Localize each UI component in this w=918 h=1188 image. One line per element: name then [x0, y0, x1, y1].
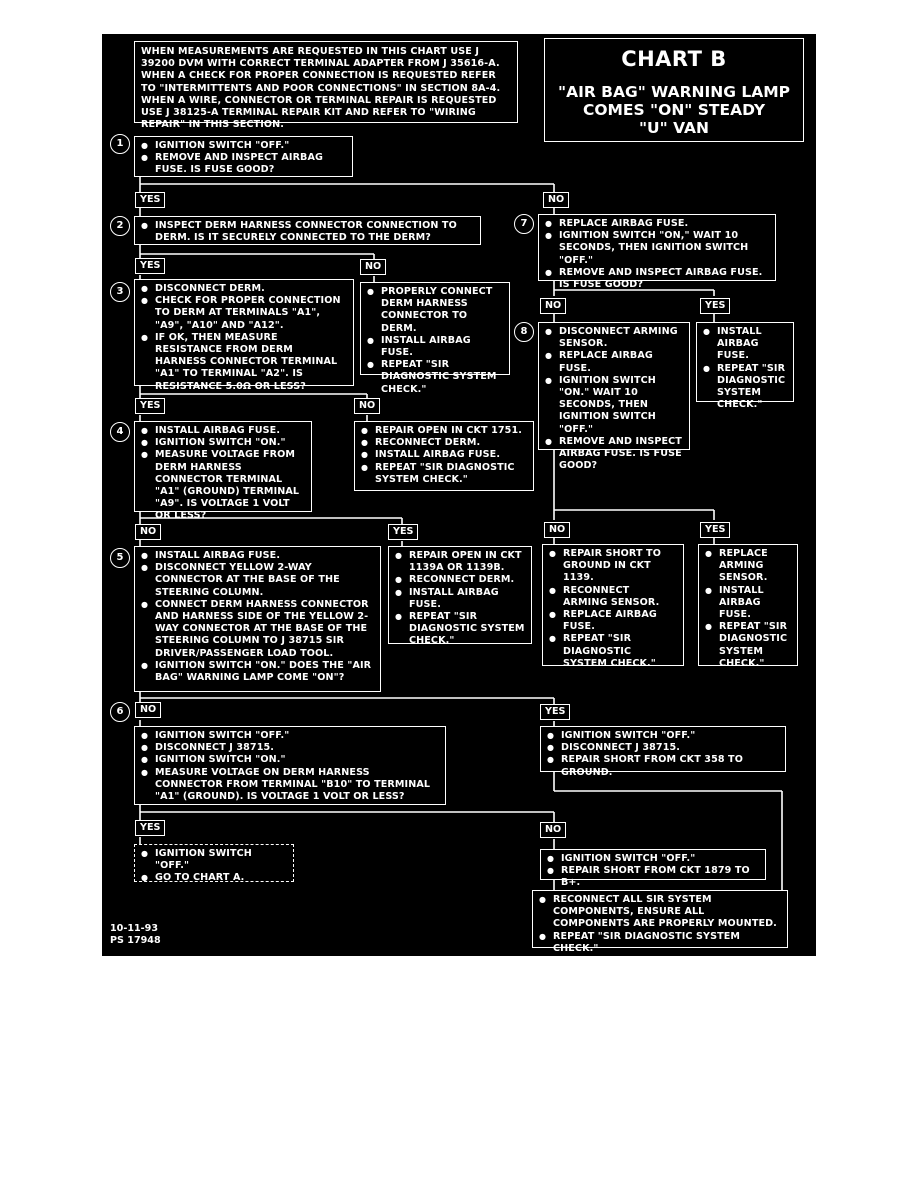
- footer-ps-number: PS 17948: [110, 935, 161, 946]
- step-6-item: ● IGNITION SWITCH "ON.": [141, 754, 439, 766]
- step-4-list: [141, 425, 305, 523]
- step-5-yes-item: ● IGNITION SWITCH "OFF.": [547, 730, 779, 742]
- step-8-no-item: ● REPAIR SHORT TO GROUND IN CKT 1139.: [549, 548, 677, 585]
- step-7-yes-action: [696, 322, 794, 411]
- step-7-no-label: NO: [540, 298, 566, 314]
- step-6-yes-item: ● IGNITION SWITCH "OFF.": [141, 848, 287, 872]
- step-5-item: ● CONNECT DERM HARNESS CONNECTOR AND HARNESS SIDE OF THE YELLOW 2-WAY CONNECTOR AT THE BASE OF THE STEERING COLUMN TO J 38715 SIR DRIVER/PASSENGER LOAD TOOL.: [141, 599, 374, 660]
- step-2-no-item: ● PROPERLY CONNECT DERM HARNESS CONNECTOR TO DERM.: [367, 286, 503, 335]
- step-number-2: 2: [110, 216, 130, 236]
- step-5-yes-label: YES: [540, 704, 570, 720]
- step-4-item: ● MEASURE VOLTAGE FROM DERM HARNESS CONNECTOR TERMINAL "A1" (GROUND) TERMINAL "A9". IS VOLTAGE 1 VOLT OR LESS?: [141, 449, 305, 522]
- step-3-yes-label: YES: [135, 398, 165, 414]
- step-2-list: [141, 220, 474, 244]
- step-2-no-item: ● INSTALL AIRBAG FUSE.: [367, 335, 503, 359]
- step-1-yes-label: YES: [135, 192, 165, 208]
- step-6-no-item: ● IGNITION SWITCH "OFF.": [547, 853, 759, 865]
- step-7-item: ● IGNITION SWITCH "ON," WAIT 10 SECONDS, THEN IGNITION SWITCH "OFF.": [545, 230, 769, 267]
- diagnostic-chart: [102, 34, 816, 956]
- step-3-no-item: ● REPEAT "SIR DIAGNOSTIC SYSTEM CHECK.": [361, 462, 527, 486]
- step-1-item: ● REMOVE AND INSPECT AIRBAG FUSE. IS FUSE GOOD?: [141, 152, 346, 176]
- step-5-box: [134, 546, 381, 692]
- step-4-yes-list: [395, 550, 525, 648]
- step-6-list: [141, 730, 439, 803]
- step-6-item: ● IGNITION SWITCH "OFF.": [141, 730, 439, 742]
- step-6-box: [134, 726, 446, 805]
- step-5-list: [141, 550, 374, 684]
- step-4-yes-action: [388, 546, 532, 647]
- step-2-yes-label: YES: [135, 258, 165, 274]
- step-6-no-label: NO: [540, 822, 566, 838]
- final-list: [539, 894, 781, 955]
- step-3-list: [141, 283, 347, 393]
- step-7-item: ● REPLACE AIRBAG FUSE.: [545, 218, 769, 230]
- step-7-yes-item: ● REPEAT "SIR DIAGNOSTIC SYSTEM CHECK.": [703, 363, 787, 412]
- step-3-no-action: [354, 421, 534, 491]
- step-6-no-action: [540, 849, 766, 889]
- step-3-item: ● DISCONNECT DERM.: [141, 283, 347, 295]
- step-number-4: 4: [110, 422, 130, 442]
- step-4-yes-item: ● REPAIR OPEN IN CKT 1139A OR 1139B.: [395, 550, 525, 574]
- step-8-no-action: [542, 544, 684, 669]
- step-6-no-item: ● REPAIR SHORT FROM CKT 1879 TO B+.: [547, 865, 759, 889]
- step-2-no-action: [360, 282, 510, 395]
- step-3-item: ● IF OK, THEN MEASURE RESISTANCE FROM DERM HARNESS CONNECTOR TERMINAL "A1" TO TERMINAL "A2". IS RESISTANCE 5.0Ω OR LESS?: [141, 332, 347, 393]
- step-5-item: ● IGNITION SWITCH "ON." DOES THE "AIR BAG" WARNING LAMP COME "ON"?: [141, 660, 374, 684]
- final-item: ● REPEAT "SIR DIAGNOSTIC SYSTEM CHECK.": [539, 931, 781, 955]
- step-7-box: [538, 214, 776, 291]
- chart-subtitle-1: "AIR BAG" WARNING LAMP: [558, 83, 790, 101]
- step-8-yes-list: [705, 548, 791, 670]
- step-5-no-label: NO: [135, 702, 161, 718]
- step-number-3: 3: [110, 282, 130, 302]
- step-6-item: ● DISCONNECT J 38715.: [141, 742, 439, 754]
- step-4-yes-label: YES: [388, 524, 418, 540]
- step-3-no-item: ● REPAIR OPEN IN CKT 1751.: [361, 425, 527, 437]
- step-8-no-item: ● RECONNECT ARMING SENSOR.: [549, 585, 677, 609]
- step-4-yes-item: ● INSTALL AIRBAG FUSE.: [395, 587, 525, 611]
- step-5-yes-list: [547, 730, 779, 779]
- step-6-no-list: [547, 853, 759, 890]
- step-8-no-item: ● REPEAT "SIR DIAGNOSTIC SYSTEM CHECK.": [549, 633, 677, 670]
- step-8-item: ● IGNITION SWITCH "ON." WAIT 10 SECONDS, THEN IGNITION SWITCH "OFF.": [545, 375, 683, 436]
- step-6-item: ● MEASURE VOLTAGE ON DERM HARNESS CONNECTOR FROM TERMINAL "B10" TO TERMINAL "A1" (GROUND). IS VOLTAGE 1 VOLT OR LESS?: [141, 767, 439, 804]
- step-7-list: [545, 218, 769, 291]
- step-5-yes-item: ● REPAIR SHORT FROM CKT 358 TO GROUND.: [547, 754, 779, 778]
- step-2-no-item: ● REPEAT "SIR DIAGNOSTIC SYSTEM CHECK.": [367, 359, 503, 396]
- step-4-no-label: NO: [135, 524, 161, 540]
- chart-subtitle-3: "U" VAN: [638, 119, 710, 137]
- step-8-yes-item: ● REPLACE ARMING SENSOR.: [705, 548, 791, 585]
- step-7-yes-list: [703, 326, 787, 411]
- step-1-no-label: NO: [543, 192, 569, 208]
- step-3-no-item: ● INSTALL AIRBAG FUSE.: [361, 449, 527, 461]
- step-4-yes-item: ● REPEAT "SIR DIAGNOSTIC SYSTEM CHECK.": [395, 611, 525, 648]
- chart-footer: [110, 923, 161, 947]
- step-8-no-list: [549, 548, 677, 670]
- step-1-item: ● IGNITION SWITCH "OFF.": [141, 140, 346, 152]
- step-5-item: ● INSTALL AIRBAG FUSE.: [141, 550, 374, 562]
- step-2-no-label: NO: [360, 259, 386, 275]
- step-8-yes-item: ● INSTALL AIRBAG FUSE.: [705, 585, 791, 622]
- final-item: ● RECONNECT ALL SIR SYSTEM COMPONENTS, ENSURE ALL COMPONENTS ARE PROPERLY MOUNTED.: [539, 894, 781, 931]
- instructions-note-text: WHEN MEASUREMENTS ARE REQUESTED IN THIS CHART USE J 39200 DVM WITH CORRECT TERMINAL ADAPTER FROM J 35616-A. WHEN A CHECK FOR PROPER CONNECTION IS REQUESTED REFER TO "INTERMITTENTS AND POOR CONNECTIONS" IN SECTION 8A-4. WHEN A WIRE, CONNECTOR OR TERMINAL REPAIR IS REQUESTED USE J 38125-A TERMINAL REPAIR KIT AND REFER TO "WIRING REPAIR" IN THIS SECTION.: [141, 46, 501, 131]
- step-2-box: [134, 216, 481, 245]
- step-4-item: ● INSTALL AIRBAG FUSE.: [141, 425, 305, 437]
- step-3-no-list: [361, 425, 527, 486]
- step-8-box: [538, 322, 690, 472]
- step-7-yes-label: YES: [700, 298, 730, 314]
- step-2-item: ● INSPECT DERM HARNESS CONNECTOR CONNECTION TO DERM. IS IT SECURELY CONNECTED TO THE DERM?: [141, 220, 474, 244]
- step-4-yes-item: ● RECONNECT DERM.: [395, 574, 525, 586]
- step-number-5: 5: [110, 548, 130, 568]
- chart-title-box: [544, 38, 804, 142]
- step-1-list: [141, 140, 346, 177]
- step-8-yes-action: [698, 544, 798, 669]
- step-8-yes-label: YES: [700, 522, 730, 538]
- step-5-yes-item: ● DISCONNECT J 38715.: [547, 742, 779, 754]
- step-6-yes-list: [141, 848, 287, 885]
- instructions-note: [134, 41, 518, 131]
- step-number-6: 6: [110, 702, 130, 722]
- step-7-item: ● REMOVE AND INSPECT AIRBAG FUSE. IS FUSE GOOD?: [545, 267, 769, 291]
- step-3-no-item: ● RECONNECT DERM.: [361, 437, 527, 449]
- step-3-box: [134, 279, 354, 392]
- step-5-yes-action: [540, 726, 786, 778]
- step-number-7: 7: [514, 214, 534, 234]
- step-8-no-item: ● REPLACE AIRBAG FUSE.: [549, 609, 677, 633]
- step-4-item: ● IGNITION SWITCH "ON.": [141, 437, 305, 449]
- step-8-yes-item: ● REPEAT "SIR DIAGNOSTIC SYSTEM CHECK.": [705, 621, 791, 670]
- step-5-item: ● DISCONNECT YELLOW 2-WAY CONNECTOR AT THE BASE OF THE STEERING COLUMN.: [141, 562, 374, 599]
- step-2-no-list: [367, 286, 503, 396]
- footer-date: 10-11-93: [110, 923, 159, 934]
- chart-title: CHART B: [621, 47, 727, 71]
- step-8-item: ● REMOVE AND INSPECT AIRBAG FUSE. IS FUSE GOOD?: [545, 436, 683, 473]
- step-8-item: ● DISCONNECT ARMING SENSOR.: [545, 326, 683, 350]
- step-8-item: ● REPLACE AIRBAG FUSE.: [545, 350, 683, 374]
- final-action: [532, 890, 788, 954]
- chart-subtitle-2: COMES "ON" STEADY: [582, 101, 766, 119]
- step-1-box: [134, 136, 353, 177]
- step-3-item: ● CHECK FOR PROPER CONNECTION TO DERM AT TERMINALS "A1", "A9", "A10" AND "A12".: [141, 295, 347, 332]
- step-number-8: 8: [514, 322, 534, 342]
- step-3-no-label: NO: [354, 398, 380, 414]
- step-6-yes-label: YES: [135, 820, 165, 836]
- step-4-box: [134, 421, 312, 522]
- step-8-no-label: NO: [544, 522, 570, 538]
- step-number-1: 1: [110, 134, 130, 154]
- step-6-yes-action: [134, 844, 294, 882]
- step-6-yes-item: ● GO TO CHART A.: [141, 872, 287, 884]
- step-8-list: [545, 326, 683, 472]
- step-7-yes-item: ● INSTALL AIRBAG FUSE.: [703, 326, 787, 363]
